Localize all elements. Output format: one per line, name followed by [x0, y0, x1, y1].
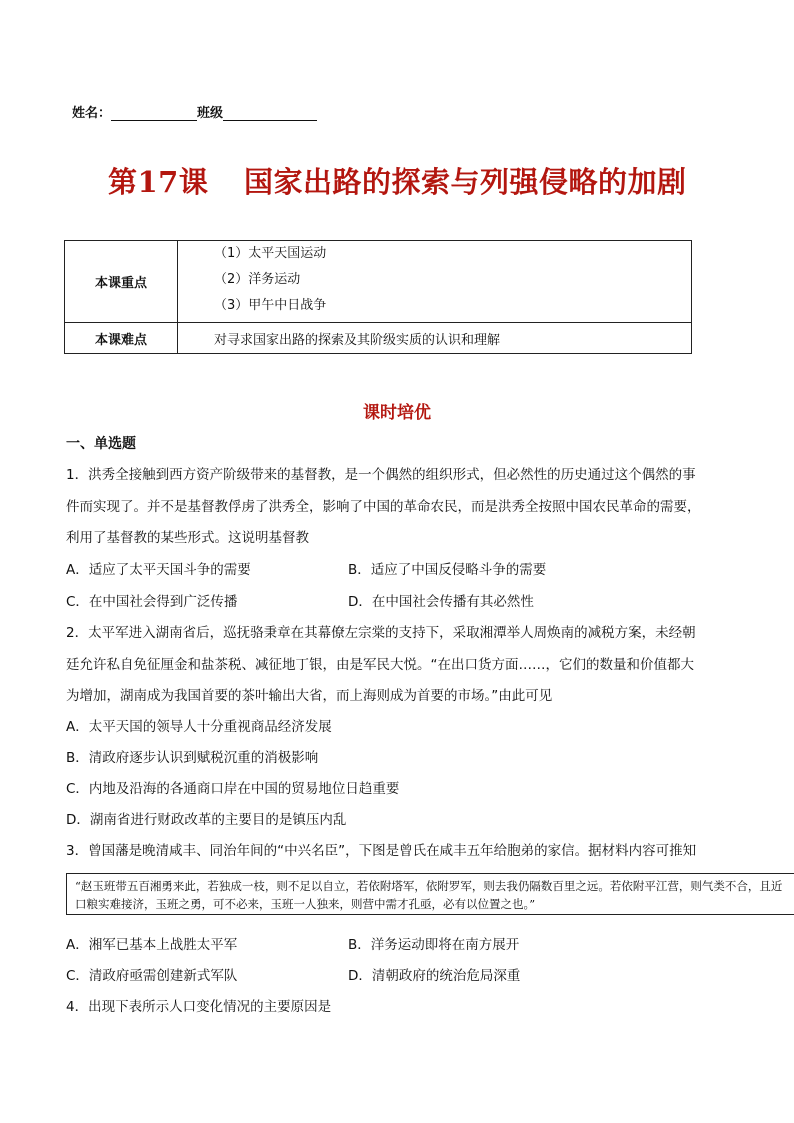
q3-option-d[interactable]: D．清朝政府的统治危局深重: [348, 968, 521, 984]
focus-item: （2）洋务运动: [214, 271, 301, 287]
q2-option-c[interactable]: C．内地及沿海的各通商口岸在中国的贸易地位日趋重要: [66, 781, 400, 797]
q2-stem-line: 廷允许私自免征厘金和盐茶税、减征地丁银，由是军民大悦。“在出口货方面……，它们的数量和价值都大: [66, 657, 694, 673]
focus-label: 本课重点: [65, 241, 178, 323]
q1-option-b[interactable]: B．适应了中国反侵略斗争的需要: [348, 562, 547, 578]
q2-stem-line: 2．太平军进入湖南省后，巡抚骆秉章在其幕僚左宗棠的支持下，采取湘潭举人周焕南的减税方案，未经朝: [66, 625, 696, 641]
name-label: 姓名：: [72, 106, 112, 121]
q3-option-c[interactable]: C．清政府亟需创建新式军队: [66, 968, 238, 984]
q2-option-b[interactable]: B．清政府逐步认识到赋税沉重的消极影响: [66, 750, 319, 766]
q1-option-c[interactable]: C．在中国社会得到广泛传播: [66, 594, 238, 610]
quote-line: 口粮实难接济，玉班之勇，可不必来，玉班一人独来，则营中需才孔亟，必有以位置之也。”: [75, 897, 536, 911]
part-heading: 一、单选题: [66, 436, 136, 452]
q1-stem-line: 1．洪秀全接触到西方资产阶级带来的基督教，是一个偶然的组织形式，但必然性的历史通过这个偶然的事: [66, 467, 696, 483]
focus-items: [178, 241, 692, 323]
q2-stem-line: 为增加，湖南成为我国首要的茶叶输出大省，而上海则成为首要的市场。”由此可见: [66, 688, 553, 704]
section-title: 课时培优: [363, 403, 431, 423]
class-label: 班级: [197, 106, 224, 121]
q1-stem-line: 利用了基督教的某些形式。这说明基督教: [66, 530, 309, 546]
q2-option-d[interactable]: D．湖南省进行财政改革的主要目的是镇压内乱: [66, 812, 347, 828]
q3-stem-line: 3．曾国藩是晚清咸丰、同治年间的“中兴名臣”，下图是曾氏在咸丰五年给胞弟的家信。据材料内容可推知: [66, 843, 697, 859]
q1-option-d[interactable]: D．在中国社会传播有其必然性: [348, 594, 534, 610]
q3-option-a[interactable]: A．湘军已基本上战胜太平军: [66, 937, 238, 953]
focus-item: （1）太平天国运动: [214, 245, 327, 261]
lesson-title: 国家出路的探索与列强侵略的加剧: [244, 165, 687, 199]
focus-item: （3）甲午中日战争: [214, 297, 327, 313]
class-blank[interactable]: [223, 106, 317, 121]
q2-option-a[interactable]: A．太平天国的领导人十分重视商品经济发展: [66, 719, 332, 735]
q1-option-a[interactable]: A．适应了太平天国斗争的需要: [66, 562, 251, 578]
student-info-line: [72, 102, 317, 121]
q4-stem-line: 4．出现下表所示人口变化情况的主要原因是: [66, 999, 332, 1015]
difficulty-label: 本课难点: [65, 323, 178, 354]
q3-quote-box: [66, 873, 794, 915]
q1-stem-line: 件而实现了。并不是基督教俘虏了洪秀全，影响了中国的革命农民，而是洪秀全按照中国农民革命的需要，: [66, 499, 701, 515]
key-points-table: [64, 240, 692, 354]
difficulty-text: 对寻求国家出路的探索及其阶级实质的认识和理解: [178, 323, 692, 354]
lesson-number: 第17课: [108, 165, 209, 199]
name-blank[interactable]: [111, 106, 197, 121]
q3-option-b[interactable]: B．洋务运动即将在南方展开: [348, 937, 520, 953]
quote-line: “赵玉班带五百湘勇来此，若独成一枝，则不足以自立，若依附塔军，依附罗军，则去我仍隔数百里之远。若依附平江营，则气类不合，且近: [75, 879, 783, 893]
